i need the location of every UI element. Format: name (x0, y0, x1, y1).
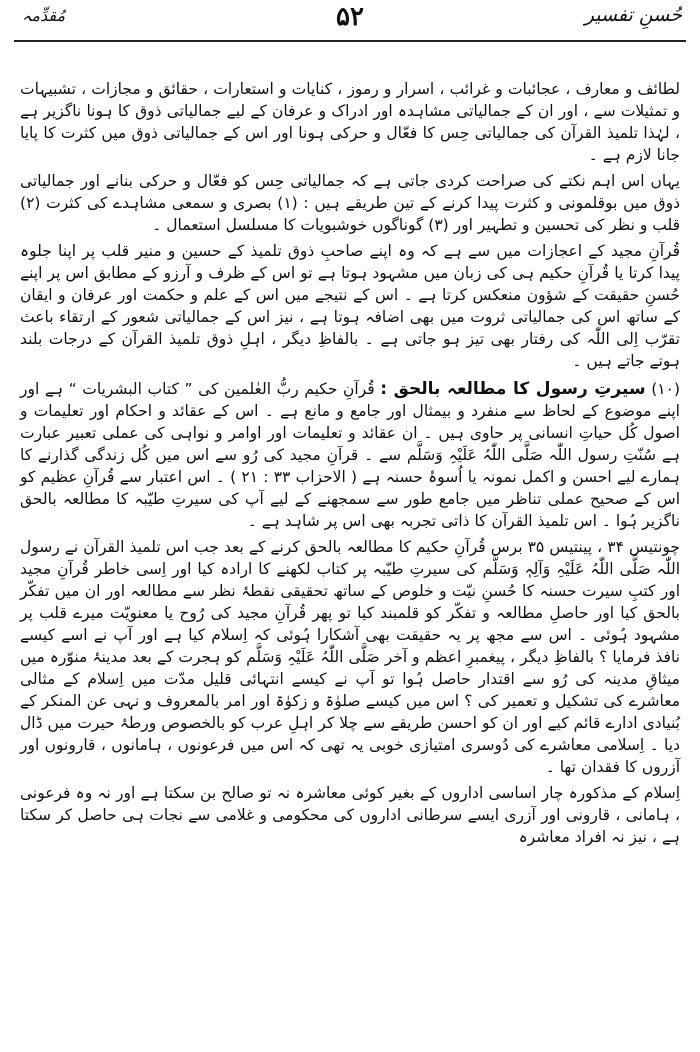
paragraph-2: یہاں اس اہم نکتے کی صراحت کردی جاتی ہے کہ جمالیاتی حِس کو فعّال و حرکی بنانے اور جمالیاتی ذوق میں بوقلمونی و کثرت پیدا کرنے کے تین طریقے ہیں : (۱) بصری و سمعی مشاہدے کی کثرت (۲) قلب و نظر کی تحسین و تطہیر اور (۳) گوناگوں خوشبویات کا مسلسل استعمال ۔ (20, 172, 680, 234)
section-10-heading: سیرتِ رسول کا مطالعہ بالحق : (380, 379, 646, 399)
section-10-text: قُرآنِ حکیم ربُّ العٰلمین کی ” کتاب البشریات “ ہے اور اپنے موضوع کے لحاظ سے منفرد و بیمثال اور جامع و مانع ہے ۔ اس کے عقائد و احکام اور تعلیمات و اصول کُل حیاتِ انسانی پر حاوی ہیں ۔ ان عقائد و تعلیمات اور اوامر و نواہی کی عملی تعبیر عبارت ہے سُنّتِ رسول اللّٰہ صَلَّی اللّٰہُ عَلَیْہِ وَسَلَّم سے ۔ قرآنِ مجید کی رُو سے اس میں کُل زندگی گذارنے کا ہمارے لیے احسن و اکمل نمونہ یا اُسوۂ حسنہ ہے ( الاحزاب ۳۳ : ۲۱ ) ۔ اس اعتبار سے قُرآنِ عظیم کو اس کے صحیح عملی تناظر میں جامع طور سے سمجھنے کے لیے آپ کی سیرتِ طیّبہ کا مطالعہ بالحق ناگزیر ہُوا ۔ اس تلمیذ القرآن کا ذاتی تجربہ بھی اس پر شاہد ہے ۔ (20, 380, 681, 530)
header-divider (14, 40, 686, 42)
section-10-paragraph (20, 378, 680, 532)
running-title: حُسنِ تفسیر (584, 4, 682, 26)
paragraph-4: چونتیس ۳۴ ، پینتیس ۳۵ برس قُرآنِ حکیم کا مطالعہ بالحق کرنے کے بعد جب اس تلمیذ القرآن نے رسول اللّٰہ صَلَّی اللّٰہُ عَلَیْہِ وَآلِہٖ وَسَلَّم کی سیرتِ طیّبہ پر کتاب لکھنے کا ارادہ کیا اور اِسی خاطر قُرآنِ مجید اور کتبِ سیرت حسنہ کا حُسنِ نیّت و خلوص کے ساتھ تحقیقی نقطۂ نظر سے مطالعہ اور ان میں تفکّر بالحق کیا اور حاصلِ مطالعہ و تفکّر کو قلمبند کیا تو پھر قُرآنِ مجید کی رُوح یا معنویّت میرے قلب پر مشہود ہُوئی ۔ اس سے مجھ پر یہ حقیقت بھی آشکارا ہُوئی کہ اِسلام کیا ہے اور آپ نے اسے کیسے نافذ فرمایا ؟ بالفاظِ دیگر ، پیغمبرِ اعظم و آخر صَلَّی اللّٰہُ عَلَیْہِ وَسَلَّم کو ہجرت کے بعد مدینۂ منوّرہ میں میثاقِ مدینہ کی رُو سے اقتدار حاصل ہُوا تو آپ نے کیسے انتہائی قلیل مدّت میں اِسلام کے مثالی معاشرے کی تشکیل و تعمیر کی ؟ اس میں کیسے صلوٰۃ و زکوٰۃ اور امر بالمعروف و نہی عن المنکر کے بُنیادی ادارے قائم کیے اور ان کو احسن طریقے سے چلا کر اہلِ عرب کو بالخصوص ورطۂ حیرت میں ڈال دیا ۔ اِسلامی معاشرے کی دُوسری امتیازی خوبی یہ تھی کہ اس میں فرعونوں ، ہامانوں ، قارونوں اور آزروں کا فقدان تھا ۔ (20, 538, 680, 776)
page-number: ۵۲ (336, 2, 364, 32)
page-header (0, 0, 700, 44)
paragraph-5: اِسلام کے مذکورہ چار اساسی اداروں کے بغیر کوئی معاشرہ نہ تو صالح بن سکتا ہے اور نہ وہ فرعونی ، ہامانی ، قارونی اور آزری ایسے سرطانی اداروں کی محکومی و غلامی سے نجات ہی حاصل کر سکتا ہے ، نیز نہ افراد معاشرہ (20, 784, 680, 846)
paragraph-1: لطائف و معارف ، عجائبات و غرائب ، اسرار و رموز ، کنایات و استعارات ، حقائق و مجازات ، تشبیہات و تمثیلات سے ، اور ان کے جمالیاتی مشاہدہ اور ادراک و عرفان کے لیے جمالیاتی ذوق کا ہونا ناگزیر ہے ، لہٰذا تلمیذ القرآن کی جمالیاتی حِس کا فعّال و حرکی ہونا اور اس کے جمالیاتی ذوق میں کثرت کا پایا جانا لازم ہے ۔ (20, 80, 680, 164)
section-10-number: (۱۰) (651, 380, 680, 398)
section-label: مُقدِّمہ (22, 6, 66, 25)
body-text (20, 78, 680, 852)
paragraph-3: قُرآنِ مجید کے اعجازات میں سے ہے کہ وہ اپنے صاحبِ ذوق تلمیذ کے حسین و منیر قلب پر اپنا جلوہ پیدا کرتا یا قُرآنِ حکیم ہی کی زبان میں مشہود ہوتا ہے تو اس کے ظرف و آرزو کے مطابق اس پر اپنے حُسنِ حقیقت کے شؤون منعکس کرتا ہے ۔ اس کے نتیجے میں اس کے علم و حکمت اور عرفان و ایقان کے ساتھ اس کی جمالیاتی ثروت میں بھی اضافہ ہوتا ہے ، نیز اس کے جمالیاتی شعور کے ارتقاء باعث تقرّب اِلی اللّٰہ کی رفتار بھی تیز ہو جاتی ہے ۔ بالفاظِ دیگر ، اہلِ ذوق تلمیذ القرآن کے درجات بلند ہوتے جاتے ہیں ۔ (20, 242, 680, 370)
